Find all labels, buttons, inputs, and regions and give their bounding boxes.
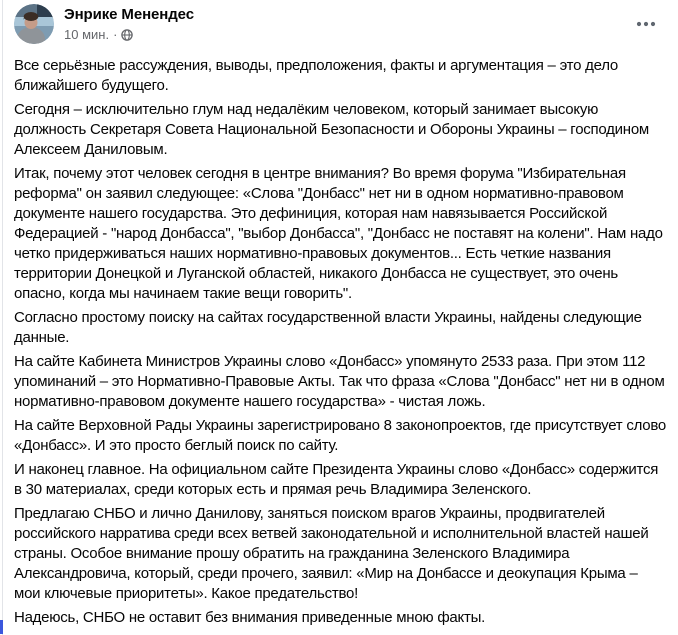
post-text (0, 44, 678, 628)
paragraph: Все серьёзные рассуждения, выводы, предположения, факты и аргументация – это дело ближайшего будущего. (14, 57, 618, 94)
author-name[interactable]: Энрике Менендес (64, 6, 194, 23)
meta-separator: · (113, 27, 118, 42)
ellipsis-icon (636, 21, 656, 27)
post-timestamp[interactable]: 10 мин. (64, 27, 110, 42)
paragraph: Согласно простому поиску на сайтах государственной власти Украины, найдены следующие данные. (14, 309, 642, 346)
paragraph: Надеюсь, СНБО не оставит без внимания приведенные мною факты. (14, 609, 486, 626)
post-meta (64, 27, 630, 43)
paragraph: На сайте Верховной Рады Украины зарегистрировано 8 законопроектов, где присутствует слово «Донбасс». И это просто беглый поиск по сайту. (14, 417, 666, 454)
card-left-border (2, 0, 3, 635)
paragraph: И наконец главное. На официальном сайте Президента Украины слово «Донбасс» содержится в 30 материалах, среди которых есть и прямая речь Владимира Зеленского. (14, 461, 659, 498)
more-options-button[interactable] (630, 12, 662, 36)
text-cursor-mark (0, 620, 3, 634)
avatar[interactable] (14, 4, 54, 44)
avatar-photo (14, 4, 54, 44)
paragraph: Итак, почему этот человек сегодня в центре внимания? Во время форума "Избирательная реформа" он заявил следующее: «Слова "Донбасс" нет ни в одном нормативно-правовом документе нашего государства. Это дефиниция, которая нам навязывается Российской Федерацией - "народ Донбасса", "выбор Донбасса", "Донбасс не поставят на колени". Нам надо четко придерживаться наших нормативно-правовых документов... Есть четкие названия территории Донецкой и Луганской областей, никакого Донбасса не существует, это очень опасно, когда мы начинаем такие вещи говорить". (14, 165, 663, 302)
globe-icon (121, 29, 133, 41)
paragraph: На сайте Кабинета Министров Украины слово «Донбасс» упомянуто 2533 раза. При этом 112 упоминаний – это Нормативно-Правовые Акты. Так что фраза «Слова "Донбасс" нет ни в одном нормативно-правовом документе нашего государства» - чистая ложь. (14, 353, 665, 410)
post-header (0, 0, 678, 44)
paragraph: Сегодня – исключительно глум над недалёким человеком, который занимает высокую должность Секретаря Совета Национальной Безопасности и Обороны Украины – господином Алексеем Даниловым. (14, 101, 649, 158)
header-info (64, 4, 630, 43)
paragraph: Предлагаю СНБО и лично Данилову, заняться поиском врагов Украины, продвигателей российского нарратива среди всех ветвей законодательной и исполнительной властей нашей страны. Особое внимание прошу обратить на гражданина Зеленского Владимира Александровича, который, среди прочего, заявил: «Мир на Донбассе и деокупация Крыма – мои ключевые приоритеты». Какое предательство! (14, 505, 649, 602)
